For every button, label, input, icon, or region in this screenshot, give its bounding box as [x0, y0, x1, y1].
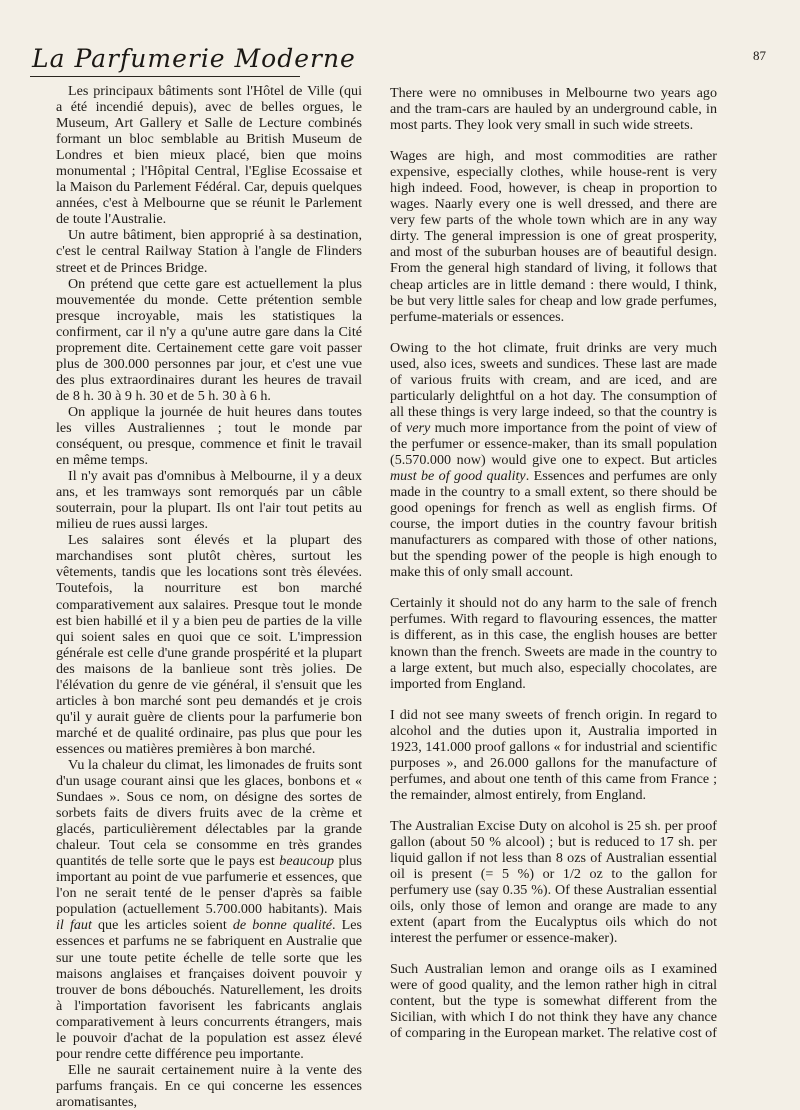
- paragraph: Il n'y avait pas d'omnibus à Melbourne, il y a deux ans, et les tramways sont remorqués par un câble souterrain, pour la plupart. Ils ont l'air tout petits au milieu de rues aussi larges.: [56, 468, 362, 533]
- paragraph: Un autre bâtiment, bien approprié à sa destination, c'est le central Railway Station à l'angle de Flinders street et de Princes Bridge.: [56, 227, 362, 276]
- paragraph: [390, 340, 717, 581]
- page-number: 87: [753, 48, 766, 63]
- italic-emphasis: very: [406, 419, 431, 436]
- paragraph: I did not see many sweets of french origin. In regard to alcohol and the duties upon it, Australia imported in 1923, 141.000 proof gallons « for industrial and scientific purposes », and 26.000 gallons for the manufacture of perfumes, and about one tenth of this came from France ; the remainder, almost entirely, from England.: [390, 706, 717, 803]
- paragraph: Les principaux bâtiments sont l'Hôtel de Ville (qui a été incendié depuis), avec de belles orgues, le Museum, Art Gallery et Salle de Lecture combinés formant un bloc semblable au British Museum de Londres et bien mieux placé, bien que moins monumental ; l'Hôpital Central, l'Eglise Ecossaise et la Maison du Parlement Fédéral. Car, depuis quelques années, c'est à Melbourne que se réunit le Parlement de toute l'Australie.: [56, 83, 362, 228]
- paragraph: Les salaires sont élevés et la plupart des marchandises sont plutôt chères, surtout les vêtements, tandis que les locations sont très élevées. Toutefois, la nourriture est bon marché comparativement aux salaires. Presque tout le monde est bien habillé et il y a bien peu de parties de la ville qui soient sales en quoi que ce soit. L'impression générale est celle d'une grande prospérité et la plupart des maisons de la banlieue sont très jolies. De l'élévation du genre de vie général, il s'ensuit que les articles à bon marché sont peu demandés et je crois qu'il y aurait guère de clients pour la parfumerie bon marché et de qualité ordinaire, pas plus que pour les essences ou matières premières à bon marché.: [56, 532, 362, 757]
- paragraph: Elle ne saurait certainement nuire à la vente des parfums français. En ce qui concerne les essences aromatisantes,: [56, 1061, 362, 1110]
- text-run: Owing to the hot climate, fruit drinks are very much used, also ices, sweets and sundices. These last are made of various fruits with cream, and are iced, and are particularly delightful on a hot day. The consumption of all these things is very large indeed, so that the country is of: [390, 339, 717, 436]
- paragraph: There were no omnibuses in Melbourne two years ago and the tram-cars are hauled by an underground cable, in most parts. They look very small in such wide streets.: [390, 85, 717, 134]
- paragraph: On prétend que cette gare est actuellement la plus mouvementée du monde. Cette prétention semble presque incroyable, mais les statistiques la confirment, car il n'y a qu'une autre gare dans la Cité proprement dite. Certainement cette gare voit passer plus de 300.000 personnes par jour, et c'est une vue des plus extraordinaires durant les heures de travail de 8 h. 30 à 9 h. 30 et de 5 h. 30 à 6 h.: [56, 275, 362, 404]
- italic-emphasis: beaucoup: [279, 853, 335, 870]
- paragraph: Wages are high, and most commodities are rather expensive, especially clothes, while house-rent is very high indeed. Food, however, is cheap in proportion to wages. Naarly every one is well dressed, and there are very few parts of the whole town which are in any way dirty. The general impression is one of great prosperity, and most of the suburban houses are of beautiful design. From the general high standard of living, it follows that cheap articles are in little demand : there would, I think, be but very little sales for cheap and low grade perfumes, perfume-materials or essences.: [390, 148, 717, 325]
- paragraph: On applique la journée de huit heures dans toutes les villes Australiennes ; tout le monde par conséquent, ou presque, commence et finit le travail en même temps.: [56, 403, 362, 469]
- italic-emphasis: il faut: [56, 917, 92, 934]
- italic-emphasis: must be of good quality: [390, 468, 526, 485]
- italic-emphasis: de bonne qualité: [232, 917, 333, 934]
- masthead-title: La Parfumerie Moderne: [32, 44, 356, 73]
- text-run: Vu la chaleur du climat, les limonades de fruits sont d'un usage courant ainsi que les glaces, bonbons et « Sundaes ». Sous ce nom, on désigne des sortes de sorbets faits de divers fruits avec de la crème et glacés, particulièrement délectables par la grande chaleur. Tout cela se consomme en très grandes quantités de telle sorte que le pays est: [56, 756, 362, 870]
- text-run: . Essences and perfumes are only made in the country to a small extent, so there should be good openings for french as well as english firms. Of course, the import duties in the country favour british manufacturers as compared with those of other nations, but the spending power of the people is high enough to make this of only small account.: [390, 468, 717, 581]
- paragraph: Certainly it should not do any harm to the sale of french perfumes. With regard to flavouring essences, the matter is different, as in this case, the english houses are better known than the french. Sweets are made in the country to a large extent, but much also, especially chocolates, are imported from England.: [390, 595, 717, 692]
- paragraph: Such Australian lemon and orange oils as I examined were of good quality, and the lemon rather high in citral content, but the type is somewhat different from the Sicilian, with which I do not think they have any chance of comparing in the European market. The relative cost of: [390, 961, 717, 1042]
- paragraph: The Australian Excise Duty on alcohol is 25 sh. per proof gallon (about 50 % alcool) ; but is reduced to 17 sh. per liquid gallon if not less than 8 ozs of Australian essential oil is present (= 5 %) or 1/2 oz to the gallon for perfumery use (say 0.35 %). Of these Australian essential oils, only those of lemon and orange are made to any extent (apart from the Eucalyptus oils which do not interest the perfumer or essence-maker).: [390, 817, 717, 947]
- text-run: plus important au point de vue parfumerie et essences, que l'on ne serait tenté de le penser d'après sa faible population (actuellement 5.700.000 habitants). Mais: [56, 853, 362, 918]
- french-column: [56, 83, 362, 1110]
- paragraph: [56, 757, 362, 1062]
- text-run: que les articles soient: [91, 917, 233, 934]
- masthead-rule: [30, 76, 300, 77]
- text-run: . Les essences et parfums ne se fabriquent en Australie que sur une toute petite échelle de telle sorte que les maisons anglaises et françaises doivent pouvoir y trouver de bons débouchés. Naturellement, les droits à l'importation favorisent les fabricants anglais comparativement à leurs concurrents étrangers, mais le pouvoir d'achat de la population est assez élevé pour rendre cette différence peu importante.: [56, 917, 363, 1062]
- text-run: much more importance from the point of view of the perfumer or essence-maker, than its small population (5.570.000 now) would give one to expect. But articles: [390, 419, 717, 468]
- english-column: [390, 83, 717, 1042]
